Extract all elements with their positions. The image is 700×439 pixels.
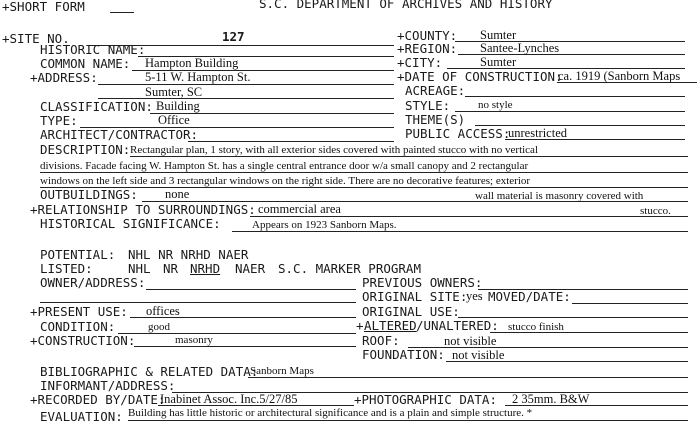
department-title: S.C. DEPARTMENT OF ARCHIVES AND HISTORY (259, 0, 553, 11)
altered-value: stucco finish (508, 321, 564, 333)
altered-line (490, 332, 688, 333)
date-construction-label: +DATE OF CONSTRUCTION: (397, 69, 563, 84)
description-line5: stucco. (640, 205, 671, 217)
historic-name-label: HISTORIC NAME: (40, 42, 146, 57)
foundation-label: FOUNDATION: (362, 347, 445, 362)
potential-options: NHL NR NRHD NAER (128, 247, 249, 262)
type-label: TYPE: (40, 113, 78, 128)
original-site-label: ORIGINAL SITE: (362, 289, 468, 304)
type-value: Office (158, 113, 190, 127)
address-value-line2: Sumter, SC (145, 85, 203, 99)
public-access-label: PUBLIC ACCESS: (405, 126, 511, 141)
condition-line (118, 333, 356, 334)
address-value-line1: 5-11 W. Hampton St. (145, 70, 251, 84)
listed-nhl: NHL (128, 261, 151, 276)
listed-label: LISTED: (40, 261, 93, 276)
unaltered-label: /UNALTERED: (416, 318, 499, 333)
recorded-by-label: +RECORDED BY/DATE: (30, 392, 166, 407)
outbuildings-value: none (165, 187, 190, 201)
photographic-line (505, 405, 688, 406)
architect-label: ARCHITECT/CONTRACTOR: (40, 127, 199, 142)
architect-line (188, 141, 394, 142)
common-name-value: Hampton Building (145, 56, 239, 70)
evaluation-line (128, 420, 688, 421)
relationship-line (250, 216, 688, 217)
region-value: Santee-Lynches (480, 41, 560, 55)
altered-label: ALTERED (364, 318, 417, 333)
public-access-value: unrestricted (508, 126, 568, 140)
acreage-line (465, 96, 685, 97)
moved-date-line (572, 303, 688, 304)
acreage-label: ACREAGE: (405, 83, 466, 98)
bibliographic-line (248, 377, 688, 378)
condition-label: CONDITION: (40, 319, 116, 334)
original-use-label: ORIGINAL USE: (362, 304, 460, 319)
bibliographic-value: Sanborn Maps (250, 365, 314, 377)
listed-nrhd: NRHD (190, 261, 221, 276)
roof-value: not visible (444, 334, 497, 348)
region-label: +REGION: (397, 41, 458, 56)
foundation-line (446, 361, 688, 362)
county-label: +COUNTY: (397, 28, 458, 43)
photographic-value: 2 35mm. B&W (512, 392, 590, 406)
foundation-value: not visible (452, 348, 505, 362)
address-line (98, 84, 394, 85)
condition-value: good (148, 321, 170, 333)
site-no-value: 127 (222, 29, 245, 44)
owner-address-label: OWNER/ADDRESS: (40, 275, 146, 290)
present-use-label: +PRESENT USE: (30, 304, 128, 319)
moved-date-label: MOVED/DATE: (488, 289, 571, 304)
owner-address-line-2 (40, 302, 356, 303)
marker-program-label: S.C. MARKER PROGRAM (278, 261, 421, 276)
description-rule-1 (130, 156, 688, 157)
outbuildings-label: OUTBUILDINGS: (40, 187, 138, 202)
common-name-label: COMMON NAME: (40, 56, 131, 71)
site-no-label: +SITE NO. (2, 31, 70, 46)
historical-significance-value: Appears on 1923 Sanborn Maps. (252, 219, 397, 231)
style-value: no style (478, 99, 513, 111)
relationship-label: +RELATIONSHIP TO SURROUNDINGS: (30, 202, 256, 217)
recorded-by-value: Inabinet Assoc. Inc.5/27/85 (160, 392, 298, 406)
classification-label: CLASSIFICATION: (40, 99, 153, 114)
description-line2: divisions. Facade facing W. Hampton St. has a single central entrance door w/a small canopy and 2 rectangular (40, 160, 529, 172)
historical-significance-label: HISTORICAL SIGNIFICANCE: (40, 216, 221, 231)
owner-address-line (146, 289, 356, 290)
construction-line (134, 346, 356, 347)
listed-naer: NAER (235, 261, 266, 276)
description-line3: windows on the left side and 3 rectangular windows on the right side. There are no decorative features; exterior (40, 175, 531, 187)
original-site-value: yes (466, 289, 483, 303)
previous-owners-label: PREVIOUS OWNERS: (362, 275, 483, 290)
relationship-value: commercial area (258, 202, 341, 216)
classification-value: Building (156, 99, 200, 113)
roof-label: ROOF: (362, 333, 400, 348)
evaluation-label: EVALUATION: (40, 409, 123, 424)
present-use-value: offices (146, 304, 180, 318)
style-label: STYLE: (405, 98, 451, 113)
informant-label: INFORMANT/ADDRESS: (40, 378, 176, 393)
bibliographic-label: BIBLIOGRAPHIC & RELATED DATA: (40, 364, 259, 379)
address-label: +ADDRESS: (30, 70, 98, 85)
public-access-line (505, 139, 685, 140)
present-use-line (130, 317, 356, 318)
city-label: +CITY: (397, 55, 443, 70)
description-label: DESCRIPTION: (40, 142, 131, 157)
short-form-label: +SHORT FORM (2, 0, 85, 14)
description-rule-2 (40, 172, 688, 173)
description-line1: Rectangular plan, 1 story, with all exterior sides covered with painted stucco with no vertical (130, 144, 538, 156)
historical-significance-line (232, 231, 688, 232)
county-value: Sumter (480, 28, 517, 42)
short-form-line (110, 12, 134, 13)
photographic-label: +PHOTOGRAPHIC DATA: (354, 392, 497, 407)
altered-plus: + (356, 318, 364, 333)
construction-value: masonry (175, 334, 213, 346)
city-value: Sumter (480, 55, 517, 69)
listed-nr: NR (163, 261, 179, 276)
potential-label: POTENTIAL: (40, 247, 116, 262)
construction-label: +CONSTRUCTION: (30, 333, 136, 348)
date-construction-value: ca. 1919 (Sanborn Maps (558, 69, 681, 83)
date-construction-line (557, 82, 697, 83)
roof-line (408, 347, 688, 348)
themes-label: THEME(S) (405, 112, 466, 127)
evaluation-value: Building has little historic or architectural significance and is a plain and simple structure. * (128, 407, 533, 419)
description-line4: wall material is masonry covered with (475, 190, 644, 202)
